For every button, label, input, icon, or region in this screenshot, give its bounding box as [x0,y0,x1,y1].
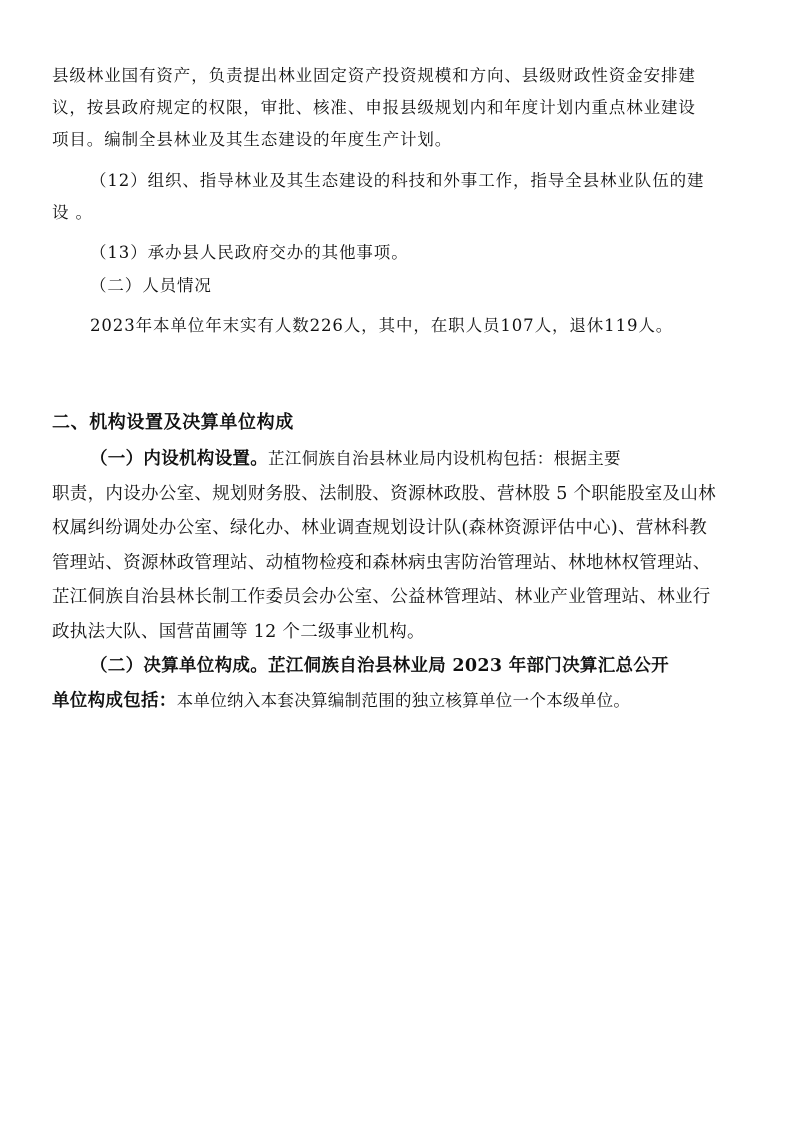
sub1-first-line [52,442,746,477]
section-organization [52,404,746,718]
item-12-line: （12）组织、指导林业及其生态建设的科技和外事工作，指导全县林业队伍的建 [90,171,705,190]
sub2-first-rest: 芷江侗族自治县林业局 2023 年部门决算汇总公开 [268,656,669,676]
sub2-line2-rest: 本单位纳入本套决算编制范围的独立核算单位一个本级单位。 [176,690,631,710]
sub1-lead: （一）内设机构设置。 [90,449,268,469]
sub1-line: 芷江侗族自治县林长制工作委员会办公室、公益林管理站、林业产业管理站、林业行 [52,587,711,607]
paragraph-line: 议，按县政府规定的权限，审批、核准、申报县级规划内和年度计划内重点林业建设 [52,98,696,117]
sub1-line: 管理站、资源林政管理站、动植物检疫和森林病虫害防治管理站、林地林权管理站、 [52,552,711,573]
paragraph-line: 县级林业国有资产，负责提出林业固定资产投资规模和方向、县级财政性资金安排建 [52,66,696,85]
sub2-line2-bold: 单位构成包括： [52,690,177,711]
staff-heading: （二）人员情况 [90,276,212,295]
staff-text: 2023年本单位年末实有人数226人，其中，在职人员107人，退休119人。 [90,316,674,335]
sub2-lead: （二）决算单位构成。 [90,656,268,676]
sub1-line: 权属纠纷调处办公室、绿化办、林业调查规划设计队(森林资源评估中心)、营林科教 [52,518,708,538]
sub1-first-rest: 芷江侗族自治县林业局内设机构包括：根据主要 [268,449,621,468]
item-13: （13）承办县人民政府交办的其他事项。 [90,243,409,262]
item-12-line: 设 。 [52,203,93,222]
sub2-second-line [52,684,746,719]
sub1-line: 政执法大队、国营苗圃等 12 个二级事业机构。 [52,621,425,642]
sub1-line: 职责，内设办公室、规划财务股、法制股、资源林政股、营林股 5 个职能股室及山林 [52,483,716,504]
section-functions-continued [52,60,746,342]
paragraph-line: 项目。编制全县林业及其生态建设的年度生产计划。 [52,130,453,149]
sub2-first-line [52,649,746,684]
section-heading: 二、机构设置及决算单位构成 [52,412,294,433]
